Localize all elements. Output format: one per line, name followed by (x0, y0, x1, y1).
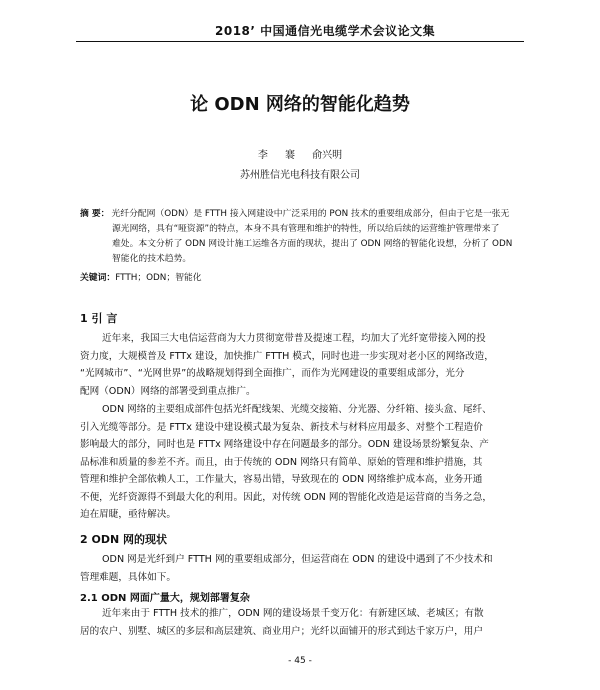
abstract-line: 难处。本文分析了 ODN 网设计施工运维各方面的现状，提出了 ODN 网络的智能化设想，分析了 ODN (112, 239, 513, 249)
text-line: 近年来，我国三大电信运营商为大力贯彻宽带普及提速工程，均加大了光纤宽带接入网的投 (102, 333, 486, 344)
text-line: 管理难题，具体如下。 (80, 571, 176, 583)
keywords-label: 关键词： (80, 273, 116, 283)
text-line: 不便，光纤资源得不到最大化的利用。因此，对传统 ODN 网的智能化改造是运营商的当务之急， (80, 491, 492, 503)
text-line: 品标准和质量的参差不齐。而且，由于传统的 ODN 网络只有简单、原始的管理和维护措施，其 (80, 456, 483, 468)
authors: 李 褰 俞兴明 (257, 150, 343, 161)
text-line: “光网城市”、“光网世界”的战略规划得到全面推广，而作为光网建设的重要组成部分，光分 (80, 368, 465, 379)
paper-title: 论 ODN 网络的智能化趋势 (190, 94, 410, 115)
keywords-text: FTTH；ODN；智能化 (115, 273, 202, 283)
keywords (80, 270, 528, 283)
text-line: 影响最大的部分，同时也是 FTTx 网络建设中存在问题最多的部分。ODN 建设场景纷繁复杂、产 (80, 439, 489, 450)
intro-paragraph-2 (80, 401, 528, 524)
affiliation: 苏州胜信光电科技有限公司 (240, 170, 360, 181)
text-line: 资力度，大规模普及 FTTx 建设，加快推广 FTTH 模式，同时也进一步实现对老小区的网络改造， (80, 350, 494, 362)
section-heading-odn-status: 2 ODN 网的现状 (80, 533, 168, 546)
text-line: ODN 网络的主要组成部件包括光纤配线架、光缆交接箱、分光器、分纤箱、接头盒、尾纤、 (102, 404, 492, 415)
abstract-line: 源光网络，具有“哑资源”的特点，本身不具有管理和维护的特性，所以给后续的运营维护管理带来了 (112, 224, 500, 234)
page-number: - 45 - (288, 656, 312, 666)
subsection-heading-2-1: 2.1 ODN 网面广量大，规划部署复杂 (80, 593, 250, 604)
text-line: 近年来由于 FTTH 技术的推广，ODN 网的建设场景千变万化：有新建区域、老城区；有散 (102, 608, 484, 619)
running-header: 2018’ 中国通信光电缆学术会议论文集 (215, 24, 436, 38)
abstract-line: 智能化的技术趋势。 (112, 254, 192, 264)
abstract-label: 摘 要： (80, 209, 110, 219)
section2-paragraph (80, 551, 528, 586)
abstract-line: 摘 要： 光纤分配网（ODN）是 FTTH 接入网建设中广泛采用的 PON 技术的重要组成部分，但由于它是一张无 (80, 209, 510, 219)
text-line: ODN 网是光纤到户 FTTH 网的重要组成部分，但运营商在 ODN 的建设中遇到了不少技术和 (102, 554, 493, 565)
abstract (80, 207, 528, 267)
section-heading-introduction: 1 引 言 (80, 312, 118, 325)
intro-paragraph-1 (80, 330, 528, 400)
text-line: 管理和维护全部依赖人工，工作量大，容易出错，导致现在的 ODN 网络维护成本高，业务开通 (80, 474, 483, 485)
text-line: 配网（ODN）网络的部署受到重点推广。 (80, 385, 256, 397)
text-line: 居的农户、别墅、城区的多层和高层建筑、商业用户；光纤以面铺开的形式到达千家万户，用户 (80, 625, 483, 637)
section2-1-paragraph (80, 605, 528, 640)
text-line: 引入光缆等部分。是 FTTx 建设中建设模式最为复杂、新技术与材料应用最多、对整个工程造价 (80, 421, 483, 433)
text-line: 迫在眉睫，亟待解决。 (80, 509, 176, 520)
header-rule (76, 41, 524, 42)
